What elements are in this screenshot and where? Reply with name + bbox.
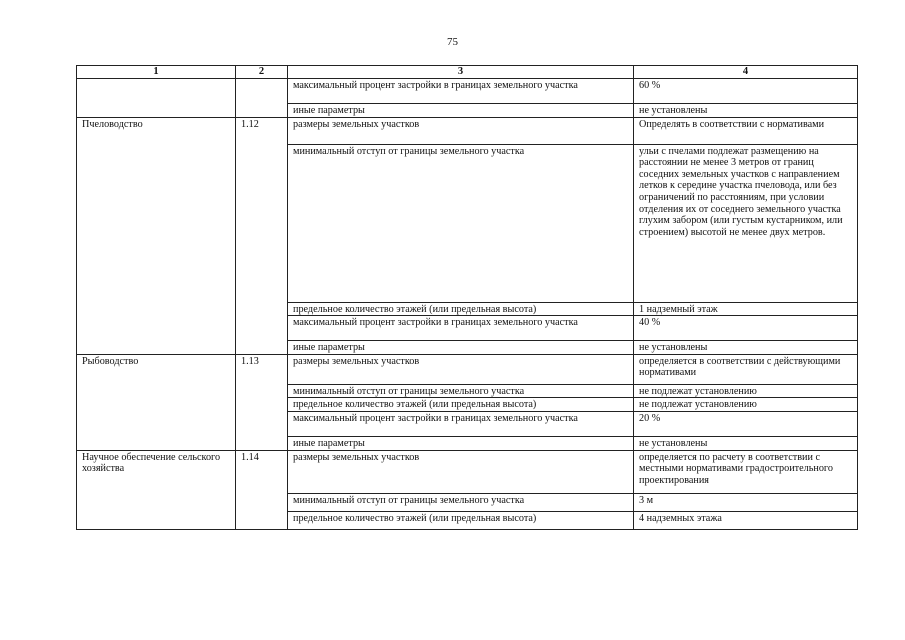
value-cell: не установлены	[634, 104, 858, 118]
value-cell: не подлежат установлению	[634, 398, 858, 412]
value-cell: определяется по расчету в соответствии с местными нормативами градостроительного проектирования	[634, 450, 858, 493]
code-cell: 1.13	[236, 354, 288, 450]
column-header-2: 2	[236, 66, 288, 79]
parameter-cell: минимальный отступ от границы земельного участка	[288, 384, 634, 398]
parameter-cell: размеры земельных участков	[288, 354, 634, 384]
code-cell: 1.12	[236, 117, 288, 354]
column-header-1: 1	[77, 66, 236, 79]
parameter-cell: размеры земельных участков	[288, 117, 634, 144]
column-header-3: 3	[288, 66, 634, 79]
value-cell: не установлены	[634, 341, 858, 355]
parameter-cell: размеры земельных участков	[288, 450, 634, 493]
parameter-cell: минимальный отступ от границы земельного участка	[288, 493, 634, 511]
activity-cell: Рыбоводство	[77, 354, 236, 450]
parameter-cell: иные параметры	[288, 341, 634, 355]
table-row	[77, 79, 858, 104]
activity-cell: Научное обеспечение сельского хозяйства	[77, 450, 236, 529]
parameter-cell: иные параметры	[288, 436, 634, 450]
parameter-cell: предельное количество этажей (или предельная высота)	[288, 511, 634, 529]
parameter-cell: максимальный процент застройки в границах земельного участка	[288, 79, 634, 104]
page-number: 75	[447, 36, 458, 48]
value-cell: 3 м	[634, 493, 858, 511]
value-cell: 4 надземных этажа	[634, 511, 858, 529]
table-row	[77, 117, 858, 144]
activity-cell	[77, 79, 236, 118]
value-cell: определяется в соответствии с действующими нормативами	[634, 354, 858, 384]
code-cell: 1.14	[236, 450, 288, 529]
parameter-cell: минимальный отступ от границы земельного участка	[288, 144, 634, 302]
table-row	[77, 450, 858, 493]
value-cell: ульи с пчелами подлежат размещению на расстоянии не менее 3 метров от границ соседних земельных участков с направлением летков к середине участка пчеловода, или без ограничений по расстояниям, при условии отделения их от соседнего земельного участка глухим забором (или густым кустарником, или строением) высотой не менее двух метров.	[634, 144, 858, 302]
value-cell: 1 надземный этаж	[634, 302, 858, 316]
value-cell: 60 %	[634, 79, 858, 104]
value-cell: не установлены	[634, 436, 858, 450]
column-header-4: 4	[634, 66, 858, 79]
code-cell	[236, 79, 288, 118]
value-cell: Определять в соответствии с нормативами	[634, 117, 858, 144]
parameter-cell: максимальный процент застройки в границах земельного участка	[288, 316, 634, 341]
table-row	[77, 354, 858, 384]
parameter-cell: предельное количество этажей (или предельная высота)	[288, 302, 634, 316]
value-cell: 40 %	[634, 316, 858, 341]
parameter-cell: иные параметры	[288, 104, 634, 118]
activity-cell: Пчеловодство	[77, 117, 236, 354]
value-cell: 20 %	[634, 411, 858, 436]
value-cell: не подлежат установлению	[634, 384, 858, 398]
table-header-row	[77, 66, 858, 79]
parameter-cell: максимальный процент застройки в границах земельного участка	[288, 411, 634, 436]
zoning-parameters-table	[76, 65, 858, 530]
parameter-cell: предельное количество этажей (или предельная высота)	[288, 398, 634, 412]
